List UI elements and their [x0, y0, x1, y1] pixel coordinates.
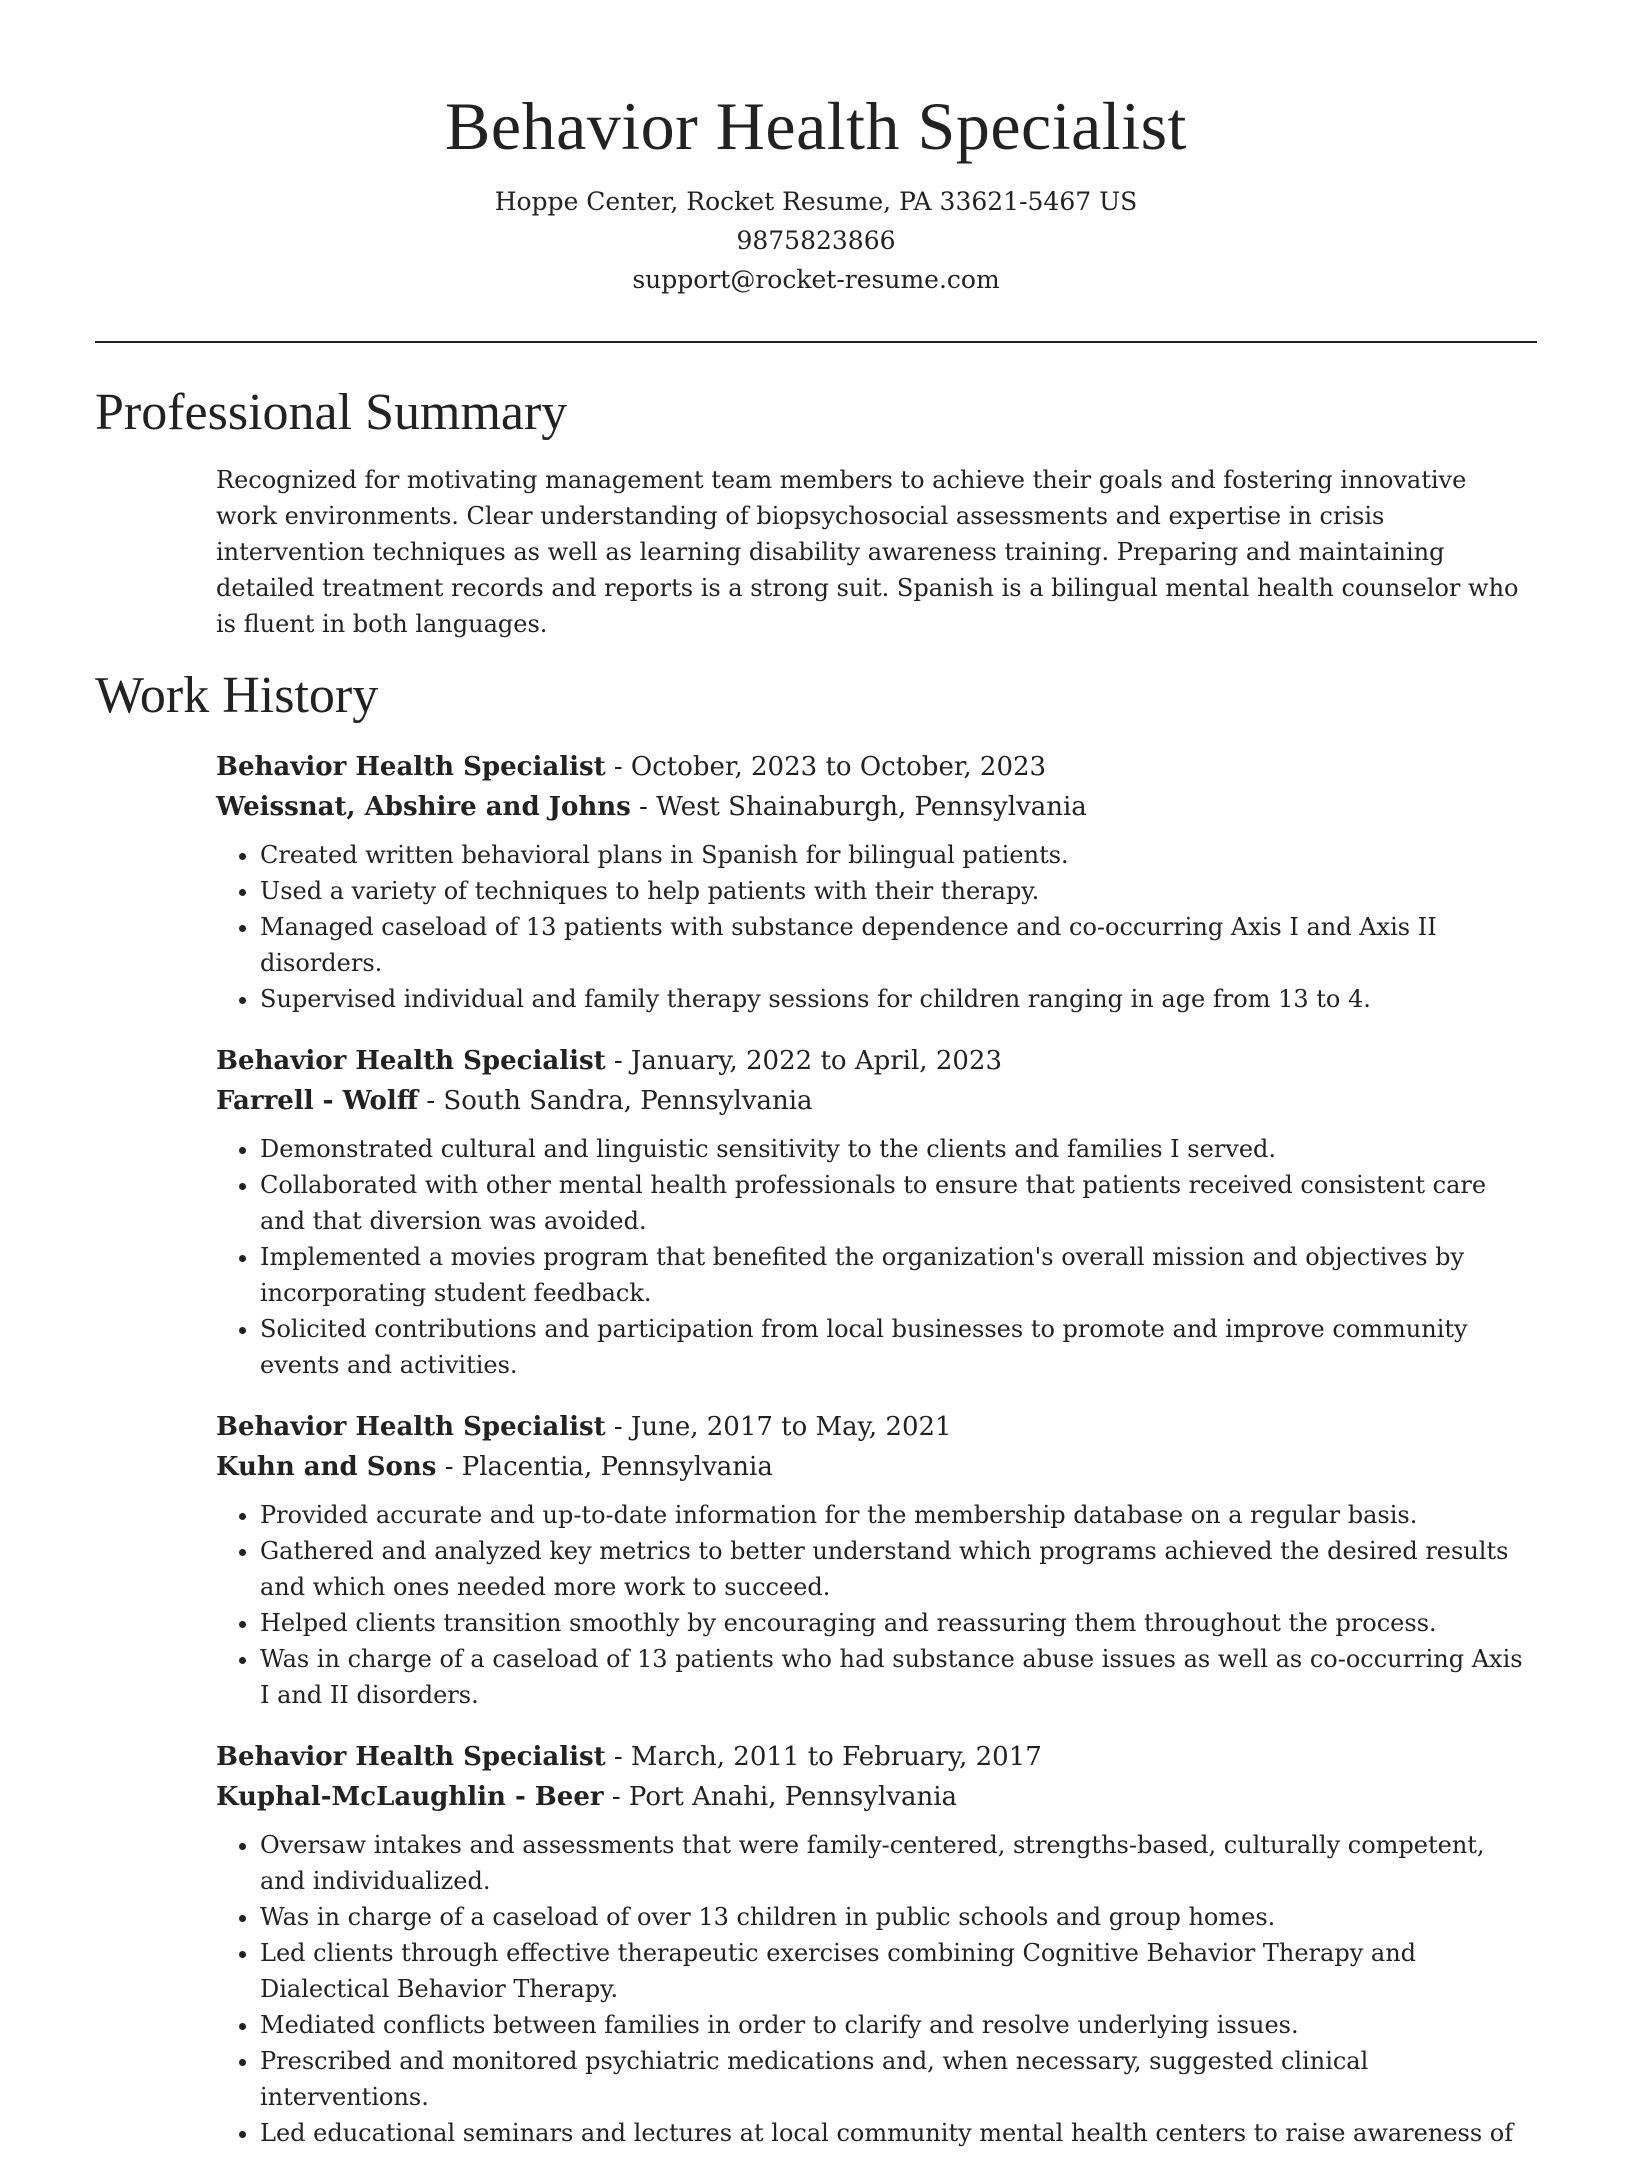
job-bullet: • Created written behavioral plans in Spanish for bilingual patients. [260, 837, 1536, 873]
job-bullet: • Mediated conflicts between families in order to clarify and resolve underlying issues. [260, 2007, 1536, 2043]
job-bullet: • Was in charge of a caseload of over 13 children in public schools and group homes. [260, 1899, 1536, 1935]
resume-header [95, 80, 1537, 299]
job-company: Kuhn and Sons [216, 1452, 437, 1482]
job-bullet: • Managed caseload of 13 patients with substance dependence and co-occurring Axis I and Axis II disorders. [260, 909, 1536, 981]
header-divider [95, 341, 1537, 343]
candidate-name: Behavior Health Specialist [445, 88, 1187, 164]
job-company: Weissnat, Abshire and Johns [216, 792, 631, 822]
job-bullet: • Led clients through effective therapeutic exercises combining Cognitive Behavior Therapy and Dialectical Behavior Therapy. [260, 1935, 1536, 2007]
job-company-line [216, 1447, 1536, 1487]
contact-block [95, 182, 1537, 299]
job-entry [216, 1041, 1536, 1383]
job-bullet: • Collaborated with other mental health professionals to ensure that patients received consistent care and that diversion was avoided. [260, 1167, 1536, 1239]
job-bullet: • Oversaw intakes and assessments that were family-centered, strengths-based, culturally competent, and individualized. [260, 1827, 1536, 1899]
job-title-line [216, 747, 1536, 787]
job-location: - Placentia, Pennsylvania [436, 1452, 773, 1482]
job-dates: - June, 2017 to May, 2021 [605, 1412, 952, 1442]
work-history-heading: Work History [95, 667, 379, 724]
job-location: - Port Anahi, Pennsylvania [603, 1782, 958, 1812]
job-entry [216, 1737, 1536, 2151]
summary-text: Recognized for motivating management team members to achieve their goals and fostering innovative work environments. Clear understanding of biopsychosocial assessments and expertise in crisis intervention techniques as well as learning disability awareness training. Preparing and maintaining detailed treatment records and reports is a strong suit. Spanish is a bilingual mental health counselor who is fluent in both languages. [216, 466, 1519, 638]
job-bullet: • Was in charge of a caseload of 13 patients who had substance abuse issues as well as co-occurring Axis I and II disorders. [260, 1641, 1536, 1713]
job-title-line [216, 1041, 1536, 1081]
job-bullets [216, 1131, 1536, 1383]
job-dates: - March, 2011 to February, 2017 [605, 1742, 1042, 1772]
job-entry [216, 747, 1536, 1017]
job-bullets [216, 1497, 1536, 1713]
job-title-line [216, 1407, 1536, 1447]
job-bullet: • Gathered and analyzed key metrics to better understand which programs achieved the desired results and which ones needed more work to succeed. [260, 1533, 1536, 1605]
job-company-line [216, 1777, 1536, 1817]
phone-text: 9875823866 [736, 226, 896, 255]
job-bullet: • Led educational seminars and lectures at local community mental health centers to raise awareness of [260, 2115, 1536, 2151]
job-bullet: • Provided accurate and up-to-date information for the membership database on a regular basis. [260, 1497, 1536, 1533]
email-text: support@rocket-resume.com [632, 265, 1000, 294]
job-dates: - October, 2023 to October, 2023 [605, 752, 1047, 782]
job-company-line [216, 1081, 1536, 1121]
job-bullet: • Supervised individual and family therapy sessions for children ranging in age from 13 to 4. [260, 981, 1536, 1017]
job-bullet: • Used a variety of techniques to help patients with their therapy. [260, 873, 1536, 909]
job-company: Farrell - Wolff [216, 1086, 419, 1116]
job-bullet: • Helped clients transition smoothly by encouraging and reassuring them throughout the process. [260, 1605, 1536, 1641]
job-bullet: • Solicited contributions and participation from local businesses to promote and improve community events and activities. [260, 1311, 1536, 1383]
work-history-list [216, 747, 1536, 2175]
job-entry [216, 1407, 1536, 1713]
job-bullets [216, 837, 1536, 1017]
job-dates: - January, 2022 to April, 2023 [605, 1046, 1002, 1076]
job-title-line [216, 1737, 1536, 1777]
job-title: Behavior Health Specialist [216, 752, 606, 782]
job-title: Behavior Health Specialist [216, 1412, 606, 1442]
job-company-line [216, 787, 1536, 827]
address-text: Hoppe Center, Rocket Resume, PA 33621-5467 US [494, 187, 1138, 216]
summary-heading: Professional Summary [95, 384, 568, 441]
job-location: - West Shainaburgh, Pennsylvania [630, 792, 1087, 822]
job-location: - South Sandra, Pennsylvania [418, 1086, 813, 1116]
job-bullet: • Prescribed and monitored psychiatric medications and, when necessary, suggested clinical interventions. [260, 2043, 1536, 2115]
job-bullets [216, 1827, 1536, 2151]
job-title: Behavior Health Specialist [216, 1046, 606, 1076]
job-bullet: • Implemented a movies program that benefited the organization's overall mission and objectives by incorporating student feedback. [260, 1239, 1536, 1311]
job-bullet: • Demonstrated cultural and linguistic sensitivity to the clients and families I served. [260, 1131, 1536, 1167]
job-title: Behavior Health Specialist [216, 1742, 606, 1772]
job-company: Kuphal-McLaughlin - Beer [216, 1782, 604, 1812]
